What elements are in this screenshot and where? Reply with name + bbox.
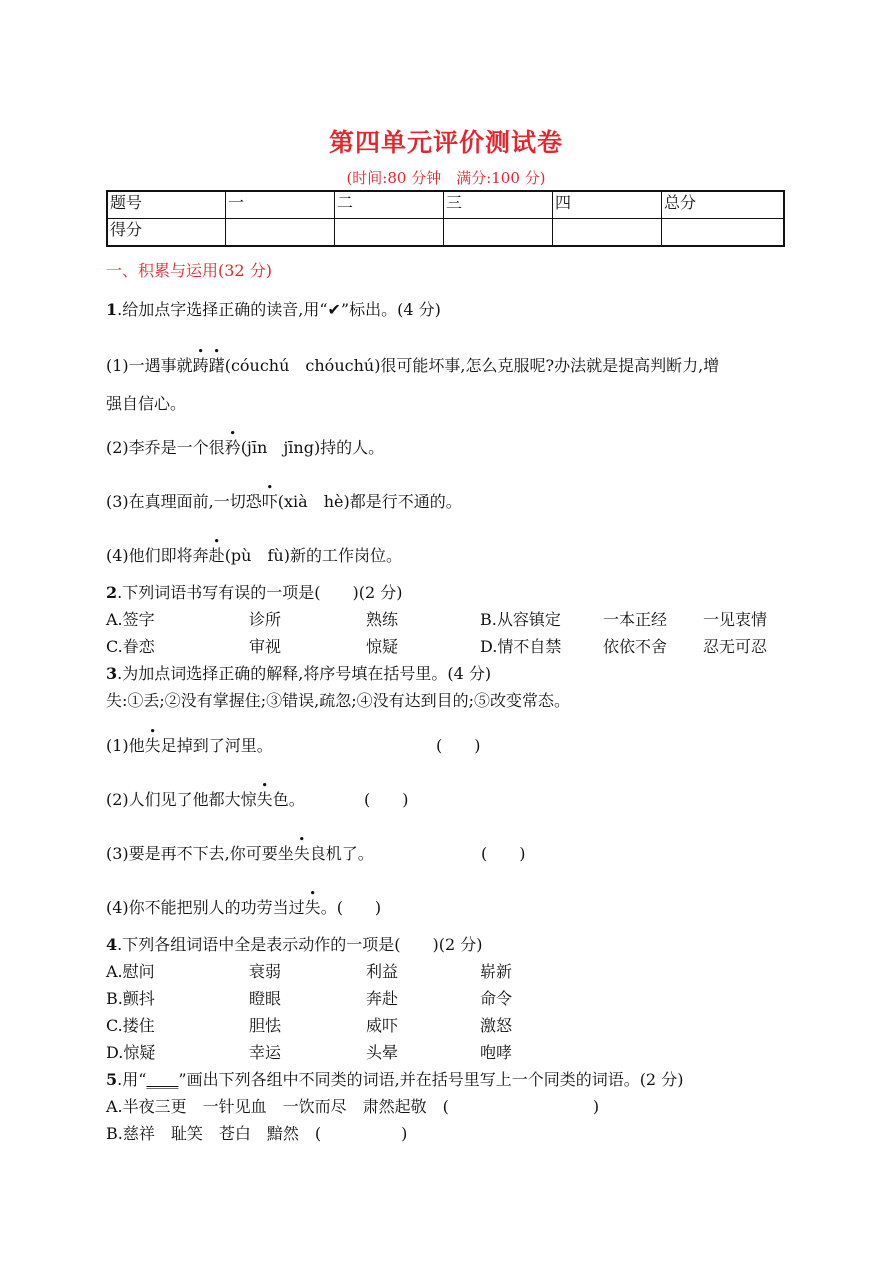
- question-5-row-b: B.慈祥 耻笑 苍白 黯然 ( ): [106, 1124, 408, 1143]
- question-3-item-1: (1)他失足掉到了河里。: [106, 733, 273, 756]
- option-word: 瞪眼: [249, 989, 282, 1008]
- option-word: D.情不自禁: [480, 637, 562, 656]
- answer-bracket[interactable]: ( ): [481, 844, 526, 863]
- option-word: B.从容镇定: [480, 610, 561, 629]
- option-word: 崭新: [480, 962, 513, 981]
- score-input-cell[interactable]: [226, 219, 335, 247]
- option-word: 威吓: [366, 1016, 399, 1035]
- option-word: 咆哮: [480, 1043, 513, 1062]
- table-cell: 四: [553, 191, 662, 219]
- option-word: 胆怯: [249, 1016, 282, 1035]
- page-title: 第四单元评价测试卷: [328, 128, 563, 157]
- option-word: 衰弱: [249, 962, 282, 981]
- answer-bracket[interactable]: ( ): [364, 790, 409, 809]
- option-word: 利益: [366, 962, 399, 981]
- dotted-char: 失: [293, 844, 310, 863]
- question-5-row-a: A.半夜三更 一针见血 一饮而尽 肃然起敬 ( ): [106, 1097, 600, 1116]
- question-2-stem: 2.下列词语书写有误的一项是( )(2 分): [106, 583, 403, 602]
- option-word: 诊所: [249, 610, 282, 629]
- dotted-char: 踌: [192, 356, 209, 375]
- dotted-char: 躇: [208, 356, 225, 375]
- score-input-cell[interactable]: [335, 219, 444, 247]
- answer-bracket[interactable]: ( ): [436, 736, 481, 755]
- option-word: 命令: [480, 989, 513, 1008]
- question-1-item-3: (3)在真理面前,一切恐吓(xià hè)都是行不通的。: [106, 489, 462, 512]
- option-word: A.慰问: [106, 962, 155, 981]
- score-input-cell[interactable]: [444, 219, 553, 247]
- question-3-stem: 3.为加点词选择正确的解释,将序号填在括号里。(4 分): [106, 664, 492, 683]
- option-word: 审视: [249, 637, 282, 656]
- section-heading: 一、积累与运用(32 分): [106, 261, 272, 280]
- question-3-item-2: (2)人们见了他都大惊失色。: [106, 787, 305, 810]
- question-1-item-4: (4)他们即将奔赴(pù fù)新的工作岗位。: [106, 543, 402, 566]
- option-word: 幸运: [249, 1043, 282, 1062]
- question-4-stem: 4.下列各组词语中全是表示动作的一项是( )(2 分): [106, 935, 483, 954]
- option-word: A.签字: [106, 610, 155, 629]
- question-1-stem: 1.给加点字选择正确的读音,用“✔”标出。(4 分): [106, 300, 441, 319]
- table-cell: 一: [226, 191, 335, 219]
- dotted-char: 失: [144, 736, 161, 755]
- option-word: 激怒: [480, 1016, 513, 1035]
- question-3-item-3: (3)要是再不下去,你可要坐失良机了。: [106, 841, 374, 864]
- question-5-stem: 5.用“____”画出下列各组中不同类的词语,并在括号里写上一个同类的词语。(2 分): [106, 1070, 684, 1089]
- question-3-item-4: (4)你不能把别人的功劳当过失。( ): [106, 895, 381, 918]
- dotted-char: 吓: [261, 492, 278, 511]
- question-1-item-1: (1)一遇事就踌躇(cóuchú chóuchú)很可能坏事,怎么克服呢?办法就是提高判断力,增: [106, 353, 719, 376]
- table-cell: 二: [335, 191, 444, 219]
- option-word: 惊疑: [366, 637, 399, 656]
- option-word: 熟练: [366, 610, 399, 629]
- option-word: 一本正经: [603, 610, 668, 629]
- dotted-char: 赴: [208, 546, 225, 565]
- score-table-score-row: [107, 219, 784, 247]
- option-word: C.眷恋: [106, 637, 155, 656]
- dotted-char: 失: [304, 898, 321, 917]
- table-cell: 题号: [107, 191, 226, 219]
- score-table-header-row: [107, 191, 784, 219]
- question-1-item-2: (2)李乔是一个很矜(jīn jīng)持的人。: [106, 435, 384, 458]
- option-word: 忍无可忍: [703, 637, 768, 656]
- table-cell: 得分: [107, 219, 226, 247]
- option-word: 头晕: [366, 1043, 399, 1062]
- table-cell: 三: [444, 191, 553, 219]
- question-1-item-1-cont: 强自信心。: [106, 394, 187, 413]
- option-word: 奔赴: [366, 989, 399, 1008]
- dotted-char: 矜: [224, 438, 241, 457]
- option-word: 依依不舍: [603, 637, 668, 656]
- score-input-cell[interactable]: [662, 219, 785, 247]
- option-word: D.惊疑: [106, 1043, 156, 1062]
- option-word: 一见衷情: [703, 610, 768, 629]
- option-word: C.搂住: [106, 1016, 155, 1035]
- score-table: [106, 190, 785, 247]
- dotted-char: 失: [256, 790, 273, 809]
- option-word: B.颤抖: [106, 989, 155, 1008]
- underline-sample: ____: [146, 1070, 179, 1089]
- question-3-definition: 失:①丢;②没有掌握住;③错误,疏忽;④没有达到目的;⑤改变常态。: [106, 691, 571, 710]
- table-cell: 总分: [662, 191, 785, 219]
- page-subtitle: (时间:80 分钟 满分:100 分): [346, 169, 546, 187]
- score-input-cell[interactable]: [553, 219, 662, 247]
